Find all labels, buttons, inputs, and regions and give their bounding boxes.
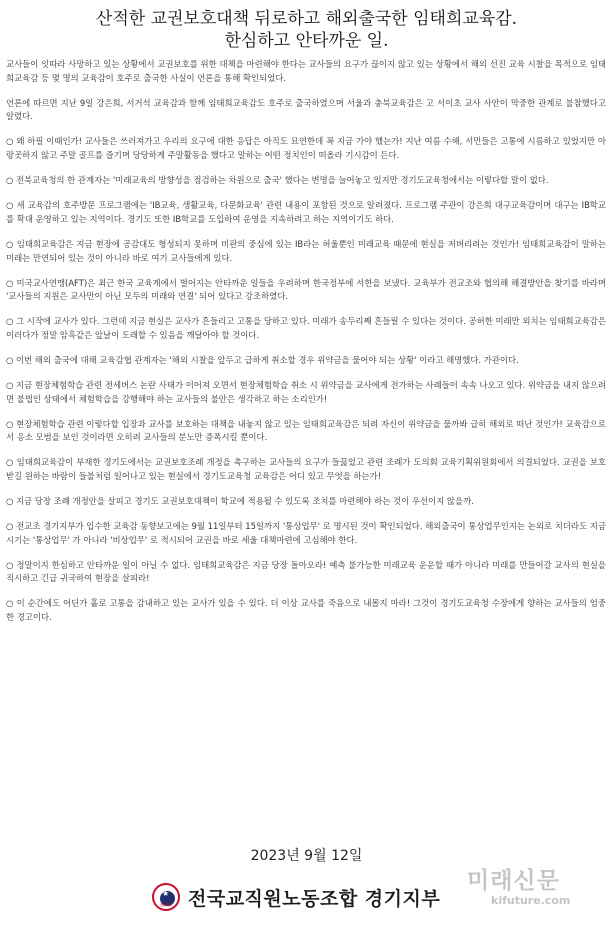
paragraph: ○ 미국교사연맹(AFT)은 최근 한국 교육계에서 벌어지는 안타까운 일들을 우려하며 한국정부에 서한을 보냈다. 교육부가 전교조와 협의해 해결방안을 찾기를 바라며 '교사들의 지원은 교사만이 아닌 모두의 미래와 연결' 되어 있다고 강조하였다.	[6, 277, 606, 302]
document-date: 2023년 9월 12일	[250, 848, 363, 864]
organization-signature	[152, 880, 440, 914]
paragraph: ○ 전교조 경기지부가 입수한 교육감 동향보고에는 9월 11일부터 15일까지 '통상업무' 로 명시된 것이 확인되었다. 해외출국이 통상업무인지는 논외로 치더라도 지금 시기는 '통상업무' 가 아니라 '비상업무' 로 적시되어 교권을 바로 세울 대책마련에 고심해야 한다.	[6, 521, 606, 545]
paragraph: ○ 현장체험학습 관련 이렇다할 입장과 교사를 보호하는 대책을 내놓지 않고 있는 임태희교육감은 되려 자신이 위약금을 물까봐 급히 해외로 떠난 것인가! 교육감으로서 응소 모범을 보인 것이라면 오히려 교사들의 분노만 증폭시킬 뿐이다.	[6, 418, 606, 443]
paragraph: ○ 임태희교육감은 지금 현장에 공감대도 형성되지 못하며 비판의 중심에 있는 IB라는 허울뿐인 미래교육 때문에 현실을 저버리려는 것인가! 임태희교육감이 말하는 미래는 만연되어 있는 것이 아니라 바로 여기 교사들에게 있다.	[6, 238, 606, 263]
watermark-title: 미래신문	[467, 868, 560, 894]
paragraph: ○ 그 시작에 교사가 있다. 그런데 지금 현실은 교사가 흔들리고 고통을 당하고 있다. 미래가 송두리째 흔들릴 수 있다는 것이다. 공허한 미래만 외치는 임태희교육감은 이러다가 정말 암흑같은 앞날이 도래할 수 있음을 깨달아야 할 것이다.	[6, 316, 606, 340]
title-line-2: 한심하고 안타까운 일.	[224, 31, 389, 51]
organization-name: 전국교직원노동조합 경기지부	[188, 887, 441, 910]
watermark-url: kifuture.com	[491, 894, 571, 907]
paragraph: ○ 왜 하필 이때인가! 교사들은 쓰러져가고 우리의 요구에 대한 응답은 아직도 묘연한데 꼭 지금 가야 했는가! 지난 여름 수해, 서민들은 고통에 시름하고 있었지만 아랑곳하지 않고 주말 골프를 즐기며 당당하게 주말활동을 했다고 말하는 어떤 정치인이 떠올라 기시감이 든다.	[6, 136, 606, 161]
logo-text: 전교조	[160, 902, 172, 907]
paragraph: ○ 세 교육감의 호주방문 프로그램에는 'IB교육, 생활교육, 다문화교육' 관련 내용이 포함된 것으로 알려졌다. 프로그램 주관이 강은희 대구교육감이며 대구는 IB학교를 확대 운영하고 있는 지역이다. 경기도 또한 IB학교를 도입하여 운영을 지속하려고 하는 지역이기도 하다.	[6, 200, 606, 224]
paragraph: 교사들이 잇따라 사망하고 있는 상황에서 교권보호를 위한 대책을 마련해야 한다는 교사들의 요구가 끊이지 않고 있는 상황에서 해외 선진 교육 시찰을 목적으로 임태희교육감 등 몇 명의 교육감이 호주로 출국한 사실이 언론을 통해 확인되었다.	[6, 59, 606, 83]
paragraph: ○ 이번 해외 출국에 대해 교육감협 관계자는 '해외 시찰을 앞두고 급하게 취소할 경우 위약금을 물어야 되는 상황' 이라고 해명했다. 가관이다.	[6, 354, 519, 365]
paragraph: ○ 지금 현장체험학습 관련 전세버스 논란 사태가 이어져 오면서 현장체험학습 취소 시 위약금을 교사에게 전가하는 사례들이 속속 나오고 있다. 위약금을 내지 않으려면 불법인 상태에서 체험학습을 강행해야 하는 교사들의 불안은 생각하고 하는 소리인가!	[6, 379, 606, 404]
paragraph: 언론에 따르면 지난 9일 강은희, 서거석 교육감과 함께 임태희교육감도 호주로 출국하였으며 서울과 충북교육감은 고 서이초 교사 사안이 막중한 관계로 불참했다고 알렸다.	[6, 97, 606, 122]
paragraph: ○ 임태희교육감이 부재한 경기도에서는 교권보호조례 개정을 촉구하는 교사들의 요구가 들끓었고 관련 조례가 도의회 교육기획위원회에서 의결되었다. 교권을 보호받길 원하는 바람이 들불처럼 일어나고 있는 현실에서 경기도교육청 교육감은 어디 있고 무엇을 하는가!	[6, 457, 606, 482]
document-body	[6, 58, 606, 636]
paragraph: ○ 전북교육청의 한 관계자는 '미래교육의 방향성을 점검하는 차원으로 출국' 했다는 변명을 늘어놓고 있지만 경기도교육청에서는 이렇다할 말이 없다.	[6, 175, 549, 186]
title-line-1: 산적한 교권보호대책 뒤로하고 해외출국한 임태희교육감.	[95, 9, 518, 29]
document-title	[0, 8, 613, 52]
paragraph: ○ 이 순간에도 어딘가 홀로 고통을 감내하고 있는 교사가 있을 수 있다. 더 이상 교사를 죽음으로 내몰지 마라! 그것이 경기도교육청 수장에게 향하는 교사들의 엄중한 경고이다.	[6, 598, 606, 623]
union-logo-icon: ★ 전교조	[152, 883, 180, 911]
newspaper-watermark	[467, 868, 609, 922]
paragraph: ○ 정말이지 한심하고 안타까운 일이 아닐 수 없다. 임태희교육감은 지금 당장 돌아오라! 예측 불가능한 미래교육 운운할 때가 아니라 미래를 만들어갈 교사의 현실을 직시하고 긴급 귀국하여 현장을 살피라!	[6, 559, 606, 584]
paragraph: ○ 지금 당장 조례 개정안을 살피고 경기도 교권보호대책이 학교에 적용될 수 있도록 조치를 마련해야 하는 것이 우선이지 않을까.	[6, 496, 474, 507]
